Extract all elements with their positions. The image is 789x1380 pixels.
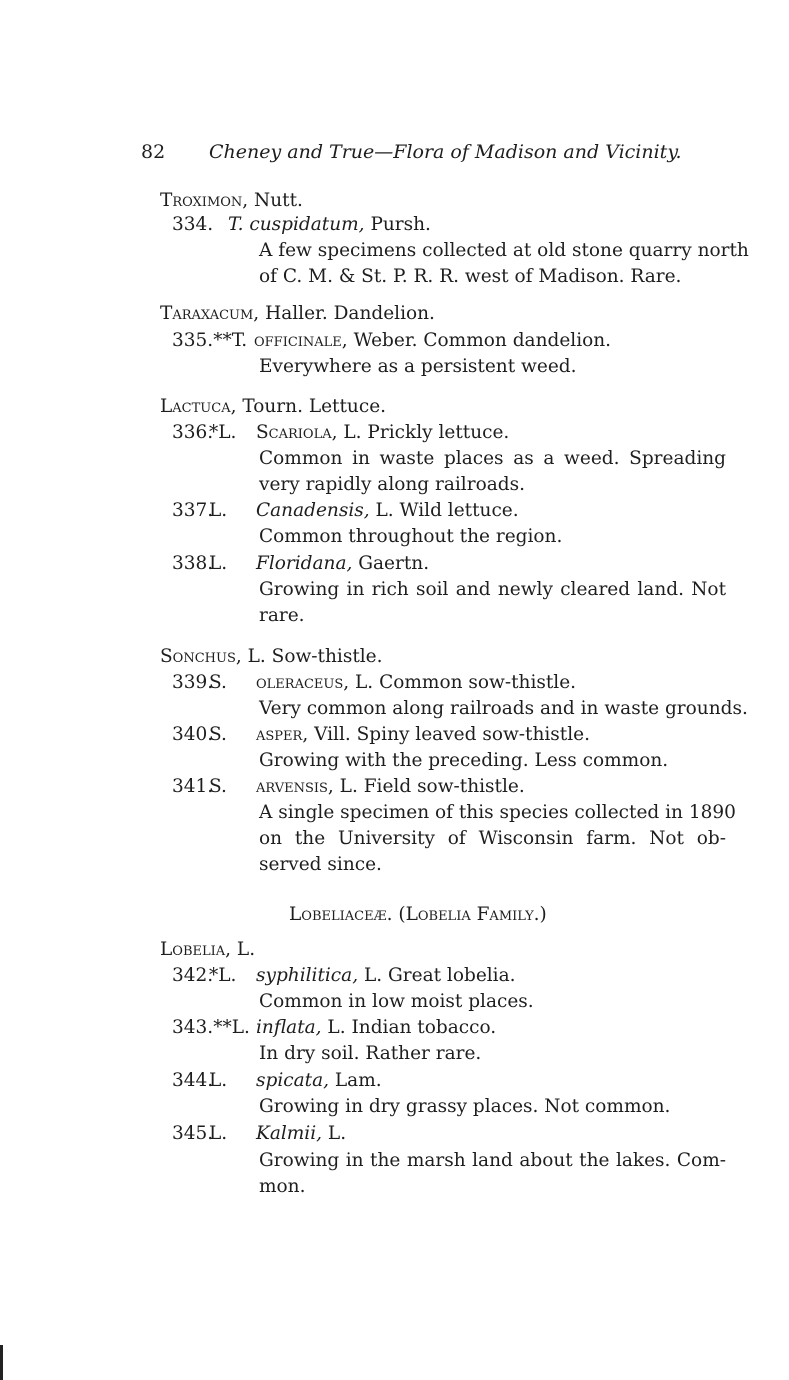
description-line — [0, 239, 789, 263]
species-number: 335.**T. — [172, 330, 248, 351]
description-line — [0, 749, 789, 773]
species-epithet: syphilitica, — [256, 965, 359, 986]
genus-abbrev: S. — [209, 776, 227, 797]
genus-abbrev: L. — [209, 1123, 228, 1144]
species-authority: Vill. Spiny leaved sow-thistle. — [308, 724, 590, 745]
genus-authority: L. Sow-thistle. — [241, 646, 383, 667]
species-description: Common in waste places as a weed. Spreading — [259, 448, 726, 469]
species-epithet: T. cuspidatum, — [228, 214, 365, 235]
species-description: rare. — [259, 605, 305, 626]
description-line — [0, 1042, 789, 1066]
species-number: 343.**L. — [172, 1017, 250, 1038]
genus-abbrev: *L. — [209, 422, 237, 443]
species-number: 340. — [172, 724, 214, 745]
description-line — [0, 801, 789, 825]
genus-authority: L. — [231, 939, 256, 960]
genus-name: Lobelia, — [160, 939, 232, 960]
species-name — [256, 671, 576, 695]
genus-heading — [160, 189, 303, 213]
species-line — [0, 964, 789, 988]
species-description: on the University of Wisconsin farm. Not ob- — [259, 828, 726, 849]
species-authority: L. Prickly lettuce. — [337, 422, 510, 443]
running-head — [141, 139, 681, 165]
genus-authority: Haller. Dandelion. — [259, 303, 435, 324]
species-authority: L. — [322, 1123, 347, 1144]
species-number: 339. — [172, 672, 214, 693]
genus-line — [0, 189, 789, 213]
description-line — [0, 525, 789, 549]
genus-line — [0, 938, 789, 962]
species-description: Everywhere as a persistent weed. — [259, 356, 577, 377]
genus-authority: Tourn. Lettuce. — [236, 396, 387, 417]
description-line — [0, 604, 789, 628]
description-line — [0, 1095, 789, 1119]
species-epithet: inflata, — [256, 1017, 322, 1038]
genus-line — [0, 395, 789, 419]
genus-name: Troximon, — [160, 190, 249, 211]
family-heading: Lobeliaceæ. (Lobelia Family.) — [289, 904, 547, 925]
species-epithet: arvensis, — [256, 776, 334, 797]
species-number: 345. — [172, 1123, 214, 1144]
species-name — [254, 329, 611, 353]
species-line — [0, 775, 789, 799]
species-authority: Lam. — [329, 1070, 382, 1091]
species-number: 344. — [172, 1070, 214, 1091]
genus-line — [0, 645, 789, 669]
species-description: Common throughout the region. — [259, 526, 563, 547]
species-authority: Gaertn. — [352, 553, 430, 574]
species-description: very rapidly along railroads. — [259, 474, 525, 495]
description-line — [0, 1175, 789, 1199]
species-name — [256, 421, 509, 445]
genus-abbrev: L. — [209, 1070, 228, 1091]
genus-name: Sonchus, — [160, 646, 242, 667]
species-description: of C. M. & St. P. R. R. west of Madison. Rare. — [259, 266, 682, 287]
species-authority: L. Wild lettuce. — [369, 500, 519, 521]
species-epithet: Floridana, — [256, 553, 353, 574]
species-description: Growing with the preceding. Less common. — [259, 750, 669, 771]
species-number: 338. — [172, 553, 214, 574]
genus-name: Lactuca, — [160, 396, 237, 417]
description-line — [0, 853, 789, 877]
species-name — [256, 499, 519, 523]
description-line — [0, 697, 789, 721]
species-description: Very common along railroads and in waste grounds. — [259, 698, 748, 719]
species-authority: Weber. Common dandelion. — [347, 330, 612, 351]
species-number: 341. — [172, 776, 214, 797]
species-epithet: oleraceus, — [256, 672, 350, 693]
running-title: Cheney and True—Flora of Madison and Vicinity. — [209, 141, 682, 163]
species-description: Growing in the marsh land about the lakes. Com- — [259, 1150, 726, 1171]
species-line — [0, 552, 789, 576]
page-number: 82 — [141, 141, 166, 163]
genus-name: Taraxacum, — [160, 303, 260, 324]
genus-heading — [160, 938, 255, 962]
species-line — [0, 671, 789, 695]
species-description: A few specimens collected at old stone quarry north — [259, 240, 749, 261]
species-authority: L. Field sow-thistle. — [333, 776, 525, 797]
species-line — [0, 1069, 789, 1093]
species-number: 334. — [172, 214, 214, 235]
species-name — [256, 964, 516, 988]
genus-abbrev: *L. — [209, 965, 237, 986]
species-line — [0, 499, 789, 523]
species-line — [0, 1122, 789, 1146]
species-name — [256, 1069, 382, 1093]
species-authority: L. Indian tobacco. — [321, 1017, 497, 1038]
species-description: Common in low moist places. — [259, 991, 534, 1012]
species-name — [228, 213, 431, 237]
genus-abbrev: S. — [209, 724, 227, 745]
species-line — [0, 1016, 789, 1040]
species-authority: L. Great lobelia. — [358, 965, 516, 986]
species-authority: Pursh. — [364, 214, 431, 235]
species-description: Growing in rich soil and newly cleared land. Not — [259, 579, 726, 600]
description-line — [0, 578, 789, 602]
species-epithet: Kalmii, — [256, 1123, 323, 1144]
species-line — [0, 213, 789, 237]
description-line — [0, 473, 789, 497]
page-edge-mark — [0, 1345, 3, 1380]
species-description: served since. — [259, 854, 382, 875]
description-line — [0, 990, 789, 1014]
species-name — [256, 1122, 346, 1146]
description-line — [0, 447, 789, 471]
species-description: A single specimen of this species collected in 1890 — [259, 802, 736, 823]
genus-abbrev: L. — [209, 553, 228, 574]
species-description: In dry soil. Rather rare. — [259, 1043, 482, 1064]
species-line — [0, 421, 789, 445]
species-name — [256, 775, 525, 799]
species-line — [0, 329, 789, 353]
genus-line — [0, 302, 789, 326]
species-epithet: asper, — [256, 724, 309, 745]
species-number: 336. — [172, 422, 214, 443]
family-line — [0, 903, 789, 927]
species-epithet: Canadensis, — [256, 500, 370, 521]
species-line — [0, 723, 789, 747]
genus-heading — [160, 645, 383, 669]
species-epithet: Scariola, — [256, 422, 338, 443]
species-description: mon. — [259, 1176, 306, 1197]
species-number: 342. — [172, 965, 214, 986]
description-line — [0, 827, 789, 851]
species-epithet: officinale, — [254, 330, 348, 351]
description-line — [0, 1149, 789, 1173]
genus-authority: Nutt. — [248, 190, 303, 211]
species-authority: L. Common sow-thistle. — [349, 672, 577, 693]
species-name — [256, 1016, 496, 1040]
species-name — [256, 552, 429, 576]
species-number: 337. — [172, 500, 214, 521]
genus-abbrev: L. — [209, 500, 228, 521]
species-name — [256, 723, 590, 747]
description-line — [0, 355, 789, 379]
species-epithet: spicata, — [256, 1070, 329, 1091]
genus-heading — [160, 302, 435, 326]
genus-abbrev: S. — [209, 672, 227, 693]
genus-heading — [160, 395, 386, 419]
description-line — [0, 265, 789, 289]
species-description: Growing in dry grassy places. Not common. — [259, 1096, 671, 1117]
